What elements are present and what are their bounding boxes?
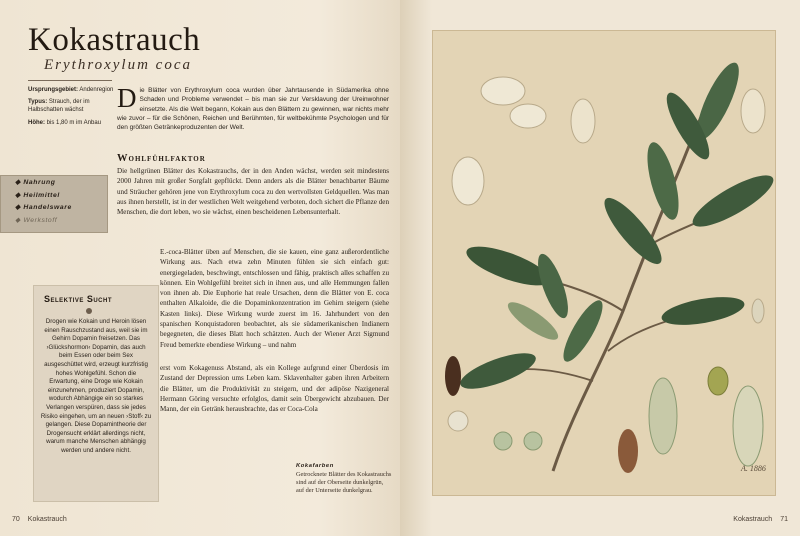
page-title: Kokastrauch: [28, 22, 201, 58]
fact-value: Strauch, der im Halbschatten wächst: [28, 99, 90, 114]
nav-item-heilmittel[interactable]: ◆ Heilmittel: [15, 191, 60, 199]
fact-height: [28, 119, 114, 127]
category-nav: [0, 175, 108, 233]
body-paragraph-3: erst vom Kokagenuss Abstand, als ein Kollege aufgrund einer Überdosis im Zustand der Depression ums Leben kam. Sklavenhalter gaben ihren Arbeitern die Blätter, um die Produktivität zu steigern, und der adipöse Nazigeneral Hermann Göring versuchte erfolglos, damit sein Übergewicht abzubauen. Der Mann, der ein Getränk herausbrachte, das er Coca-Cola: [160, 364, 389, 414]
fact-value: Andenregion: [78, 87, 114, 93]
ornament-dot-icon: [86, 308, 92, 314]
footer-right: [733, 516, 788, 523]
running-head-left: Kokastrauch: [27, 516, 67, 523]
botanical-illustration: [432, 30, 776, 496]
latin-name: Erythroxylum coca: [44, 57, 192, 73]
body-paragraph-1: Die hellgrünen Blätter des Kokastrauchs, der in den Anden wächst, werden seit mindestens 2000 Jahren mit großer Sorgfalt gepflückt. Denn anders als die Blätter benachbarter Bäume und Sträucher gehören jene von Erythroxylum coca zu den wertvollsten Geldquellen. Was man aus ihnen herstellt, ist in der westlichen Welt weitgehend verboten, doch sichert die Pflanze den Menschen, die dort leben, wo sie wächst, einen bescheidenen Lebensunterhalt.: [117, 167, 389, 217]
fact-type: [28, 98, 114, 114]
fact-label: Höhe:: [28, 119, 45, 126]
box-title: Selektive Sucht: [44, 294, 113, 304]
box-text: Drogen wie Kokain und Heroin lösen einen Rauschzustand aus, weil sie im Gehirn Dopamin freisetzen. Das ›Glückshormon‹ Dopamin, das auch beim Essen oder beim Sex ausgeschüttet wird, erzeugt kurzfristig hohes Wohlgefühl. Schon die Erwartung, eine Droge wie Kokain einzunehmen, produziert Dopamin, wodurch Abhängige ein so starkes Verlangen verspüren, dass sie jedes Risiko eingehen, um an neuen ›Stoff‹ zu gelangen. Diese Dopamintheorie der Drogensucht erklärt allerdings nicht, warum manche Menschen abhängig werden und andere nicht.: [40, 318, 152, 454]
nav-item-werkstoff[interactable]: ◆ Werkstoff: [15, 216, 58, 224]
drop-cap: D: [117, 83, 137, 113]
page-number-right: 71: [780, 516, 788, 523]
fact-label: Typus:: [28, 99, 48, 106]
fact-origin: [28, 86, 114, 94]
nav-item-handelsware[interactable]: ◆ Handelsware: [15, 204, 72, 211]
title-rule: [28, 80, 112, 81]
footer-left: [12, 516, 67, 523]
fact-value: bis 1,80 m im Anbau: [45, 119, 102, 126]
nav-item-nahrung[interactable]: ◆ Nahrung: [15, 179, 56, 186]
illustration-signature: A. 1886: [741, 464, 766, 473]
intro-text: ie Blätter von Erythroxylum coca wurden über Jahrtausende in Südamerika ohne Schaden und Probleme verwendet – bis man sie zur Versklavung der Ureinwohner einsetzte. Als die Welt begann, Kokain aus den Blättern zu gewinnen, war nichts mehr wie zuvor – für die Schönen, Reichen und Berühmten, für weltbekühmte Psychologen und für den größten Getränkeproduzenten der Welt.: [117, 87, 389, 132]
caption-text: Getrocknete Blätter des Kokastrauchs sind auf der Oberseite dunkelgrün, auf der Unterseite dunkelgrau.: [296, 471, 392, 494]
body-paragraph-2: E.-coca-Blätter üben auf Menschen, die sie kauen, eine ganz außerordentliche Wirkung aus. Nach etwa zehn Minuten fühlen sie sich einfach gut: energiegeladen, beschwingt, entschlossen und fähig, praktisch alles schaffen zu können. Ein Wohlgefühl breitet sich in ihnen aus, und alle Hemmungen fallen von ihnen ab. Die Euphorie hat reale Ursachen, denn die Blätter von E. coca enthalten Alkaloide, die die Dopaminkonzentration im Gehirn steigern (siehe Kasten links). Diese Wirkung wurde zuerst im 16. Jahrhundert von den spanischen Konquistadoren beobachtet, als sie südamerikanischen Indianern begegneten, die dieses Blatt hoch schätzten. Auch der Wiener Arzt Sigmund Freud bemerkte ebendiese Wirkung – und nahm: [160, 248, 389, 349]
caption-title: Kokafarben: [296, 463, 334, 469]
fact-label: Ursprungsgebiet:: [28, 87, 79, 93]
page-number-left: 70: [12, 516, 20, 523]
running-head-right: Kokastrauch: [733, 516, 773, 523]
coca-plant-icon: [433, 31, 775, 495]
section-heading: Wohlfühlfaktor: [117, 153, 206, 164]
facts-list: [28, 86, 114, 131]
intro-paragraph: [117, 83, 389, 132]
